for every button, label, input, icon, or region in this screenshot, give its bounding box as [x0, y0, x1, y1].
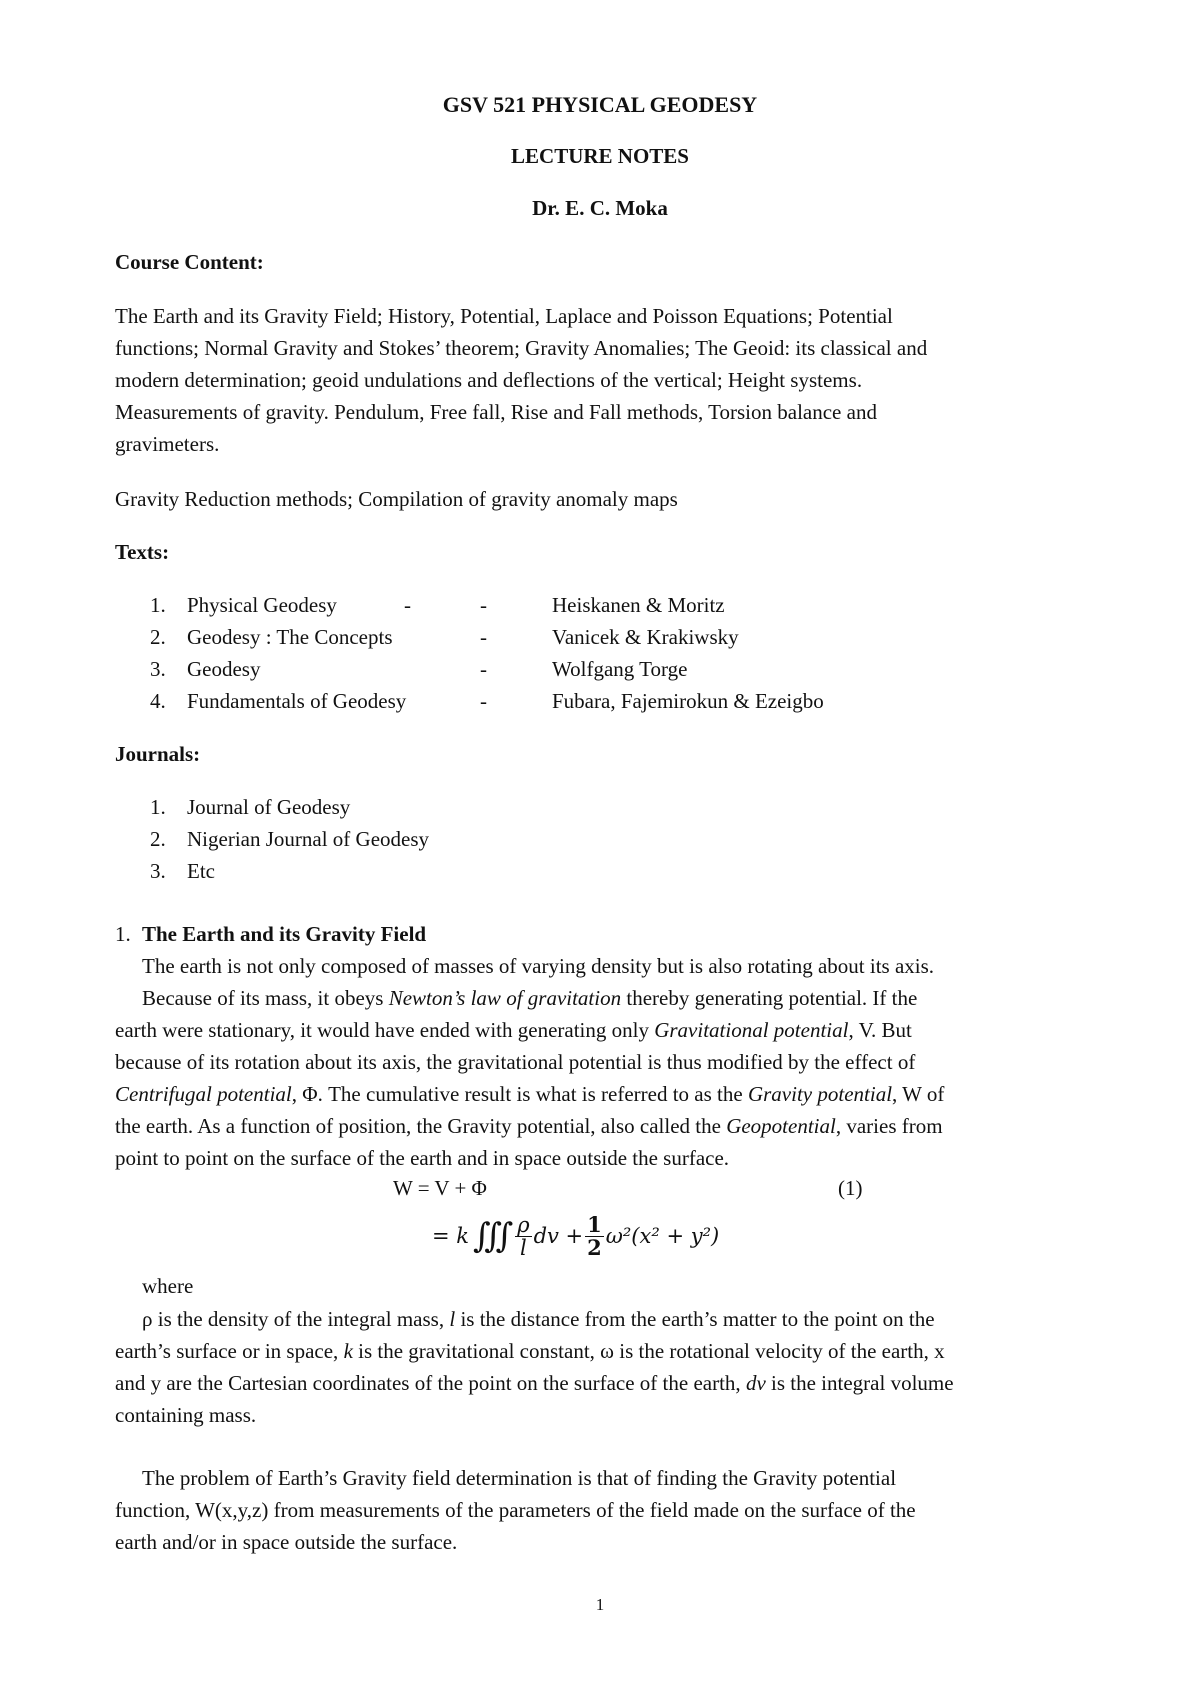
text-title: Geodesy : The Concepts — [187, 625, 393, 649]
fraction — [585, 1211, 604, 1260]
course-content-extra: Gravity Reduction methods; Compilation of gravity anomaly maps — [115, 487, 678, 511]
text-run: , V. But — [848, 1018, 912, 1042]
text-run: thereby generating potential. If the — [621, 986, 918, 1010]
equation-1: W = V + Φ — [393, 1176, 487, 1200]
text-separator: - — [480, 593, 487, 617]
equation-term: ω²(x² + y²) — [605, 1224, 720, 1248]
list-number: 3. — [150, 859, 166, 883]
equation-2 — [432, 1206, 719, 1266]
emphasis-text: Geopotential — [726, 1114, 836, 1138]
text-run: the earth. As a function of position, the Gravity potential, also called the — [115, 1114, 727, 1138]
text-author: Fubara, Fajemirokun & Ezeigbo — [552, 689, 824, 713]
list-number: 4. — [150, 689, 166, 713]
text-run: , varies from — [835, 1114, 943, 1138]
course-content-line: Measurements of gravity. Pendulum, Free fall, Rise and Fall methods, Torsion balance and — [115, 400, 877, 424]
page-number: 1 — [595, 1595, 605, 1614]
journal-title: Etc — [187, 859, 215, 883]
paragraph-line — [115, 1078, 944, 1110]
course-content-line: gravimeters. — [115, 432, 220, 456]
list-number: 1. — [150, 795, 166, 819]
text-run: and y are the Cartesian coordinates of the point on the surface of the earth, — [115, 1371, 746, 1395]
texts-heading: Texts: — [115, 540, 170, 564]
emphasis-text: Gravitational potential — [654, 1018, 849, 1042]
emphasis-text: l — [449, 1307, 456, 1331]
document-subtitle: LECTURE NOTES — [511, 144, 689, 168]
text-separator: - — [480, 689, 487, 713]
equation-number: (1) — [838, 1176, 863, 1200]
text-run: is the gravitational constant, ω is the rotational velocity of the earth, x — [352, 1339, 945, 1363]
equation-term: = k — [432, 1224, 469, 1248]
course-content-heading: Course Content: — [115, 250, 264, 274]
journal-title: Nigerian Journal of Geodesy — [187, 827, 430, 851]
text-run: earth were stationary, it would have ended with generating only — [115, 1018, 655, 1042]
paragraph-line — [142, 982, 917, 1014]
text-title: Physical Geodesy — [187, 593, 337, 617]
emphasis-text: Newton’s law of gravitation — [388, 986, 622, 1010]
paragraph-line: point to point on the surface of the earth and in space outside the surface. — [115, 1146, 730, 1170]
course-content-line: functions; Normal Gravity and Stokes’ theorem; Gravity Anomalies; The Geoid: its classical and — [115, 336, 928, 360]
text-separator: - — [480, 657, 487, 681]
paragraph-line: function, W(x,y,z) from measurements of the parameters of the field made on the surface of the — [115, 1498, 916, 1522]
where-label: where — [142, 1274, 194, 1298]
text-separator: - — [404, 593, 411, 617]
text-author: Wolfgang Torge — [552, 657, 688, 681]
paragraph-line — [115, 1014, 912, 1046]
paragraph-line — [142, 1303, 935, 1335]
section-title: The Earth and its Gravity Field — [142, 922, 427, 946]
document-title: GSV 521 PHYSICAL GEODESY — [442, 92, 758, 117]
text-title: Fundamentals of Geodesy — [187, 689, 407, 713]
text-run: , W of — [892, 1082, 945, 1106]
emphasis-text: Centrifugal potential — [115, 1082, 292, 1106]
paragraph-line: earth and/or in space outside the surface. — [115, 1530, 458, 1554]
text-run: is the distance from the earth’s matter to the point on the — [455, 1307, 935, 1331]
fraction-numerator: ρ — [517, 1212, 530, 1237]
paragraph-line: containing mass. — [115, 1403, 257, 1427]
list-number: 2. — [150, 827, 166, 851]
text-author: Vanicek & Krakiwsky — [552, 625, 739, 649]
text-separator: - — [480, 625, 487, 649]
text-author: Heiskanen & Moritz — [552, 593, 725, 617]
emphasis-text: k — [343, 1339, 353, 1363]
journals-heading: Journals: — [115, 742, 201, 766]
paragraph-line — [115, 1367, 954, 1399]
fraction — [515, 1214, 531, 1259]
paragraph-line — [115, 1110, 943, 1142]
list-number: 2. — [150, 625, 166, 649]
section-heading — [115, 918, 426, 950]
fraction-numerator: 1 — [587, 1211, 602, 1237]
paragraph-line: The earth is not only composed of masses of varying density but is also rotating about its axis. — [142, 954, 935, 978]
list-number: 3. — [150, 657, 166, 681]
paragraph-line — [115, 1335, 945, 1367]
section-number: 1. — [115, 922, 131, 946]
equation-term: dv + — [533, 1224, 584, 1248]
fraction-denominator: 2 — [587, 1234, 602, 1260]
emphasis-text: Gravity potential — [747, 1082, 893, 1106]
text-run: , Φ. The cumulative result is what is referred to as the — [291, 1082, 748, 1106]
text-title: Geodesy — [187, 657, 261, 681]
paragraph-line: The problem of Earth’s Gravity field determination is that of finding the Gravity potential — [142, 1466, 897, 1490]
text-run: earth’s surface or in space, — [115, 1339, 344, 1363]
course-content-line: The Earth and its Gravity Field; History, Potential, Laplace and Poisson Equations; Potential — [115, 304, 893, 328]
triple-integral-symbol: ∭ — [473, 1216, 514, 1256]
list-number: 1. — [150, 593, 166, 617]
emphasis-text: dv — [745, 1371, 766, 1395]
paragraph-line: because of its rotation about its axis, the gravitational potential is thus modified by the effect of — [115, 1050, 916, 1074]
text-run: ρ is the density of the integral mass, — [142, 1307, 450, 1331]
text-run: Because of its mass, it obeys — [142, 986, 389, 1010]
document-author: Dr. E. C. Moka — [532, 196, 668, 220]
fraction-denominator: l — [520, 1235, 527, 1260]
course-content-line: modern determination; geoid undulations and deflections of the vertical; Height systems. — [115, 368, 863, 392]
text-run: is the integral volume — [765, 1371, 954, 1395]
journal-title: Journal of Geodesy — [187, 795, 351, 819]
